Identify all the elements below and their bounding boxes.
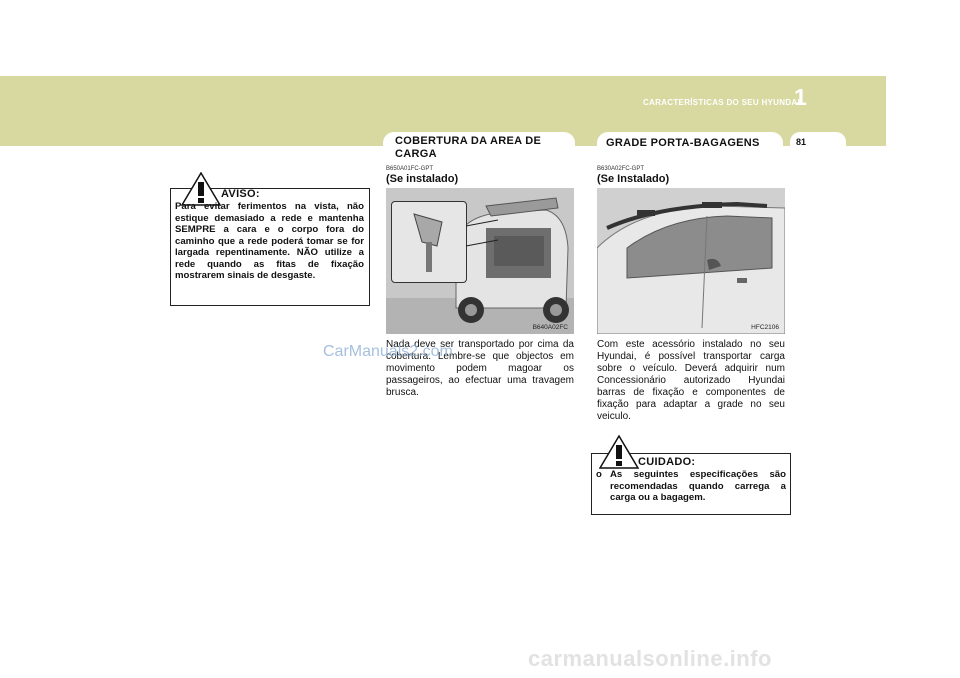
body-text-rack: Com este acessório instalado no seu Hyundai, é possível transportar carga sobre o veículo. Deverá adquirir num Concessionário autorizado Hyundai barras de fixação e componentes de fixação para adaptar a grade no seu veiculo. <box>597 339 785 422</box>
page-number: 81 <box>795 137 806 147</box>
caution-box <box>591 453 791 515</box>
section-title-rack: GRADE PORTA-BAGAGENS <box>606 137 760 149</box>
warning-title: AVISO: <box>221 188 260 200</box>
watermark-top: CarManuals2.com <box>323 343 453 360</box>
section-subtitle-cargo: (Se instalado) <box>386 173 459 185</box>
warning-text: Para evitar ferimentos na vista, não estique demasiado a rede e mantenha SEMPRE a cara e o corpo fora do caminho que a rede poderá tomar se for largada repentinamente. NÃO utilize a rede quando as fitas de fixação mostrarem sinais de desgaste. <box>175 201 364 281</box>
inset-pointer-line <box>386 188 574 334</box>
caution-title: CUIDADO: <box>638 456 696 468</box>
section-code-rack: B630A02FC-GPT <box>597 166 645 172</box>
section-code-cargo: B650A01FC-GPT <box>386 166 434 172</box>
chapter-number: 1 <box>794 84 807 110</box>
caution-bullet: o <box>596 469 602 480</box>
cargo-cover-photo <box>386 188 574 334</box>
section-title-cargo: COBERTURA DA AREA DE CARGA <box>395 135 542 160</box>
car-side-image <box>597 188 785 334</box>
body-text-cargo: Nada deve ser transportado por cima da cobertura. Lembre-se que objectos em movimento podem magoar os passageiros, ao efectuar uma travagem brusca. <box>386 339 574 398</box>
section-subtitle-rack: (Se Instalado) <box>597 173 670 185</box>
image-caption-rack: HFC2106 <box>751 324 779 331</box>
running-title: CARACTERÍSTICAS DO SEU HYUNDAI <box>642 98 800 107</box>
warning-box <box>170 188 370 306</box>
roof-rack-photo <box>597 188 785 334</box>
image-caption-cargo: B640A02FC <box>532 324 568 331</box>
watermark-bottom: carmanualsonline.info <box>528 646 772 671</box>
exclamation-triangle-icon <box>599 435 639 469</box>
caution-text: As seguintes especificações são recomendadas quando carrega a carga ou a bagagem. <box>610 469 786 503</box>
